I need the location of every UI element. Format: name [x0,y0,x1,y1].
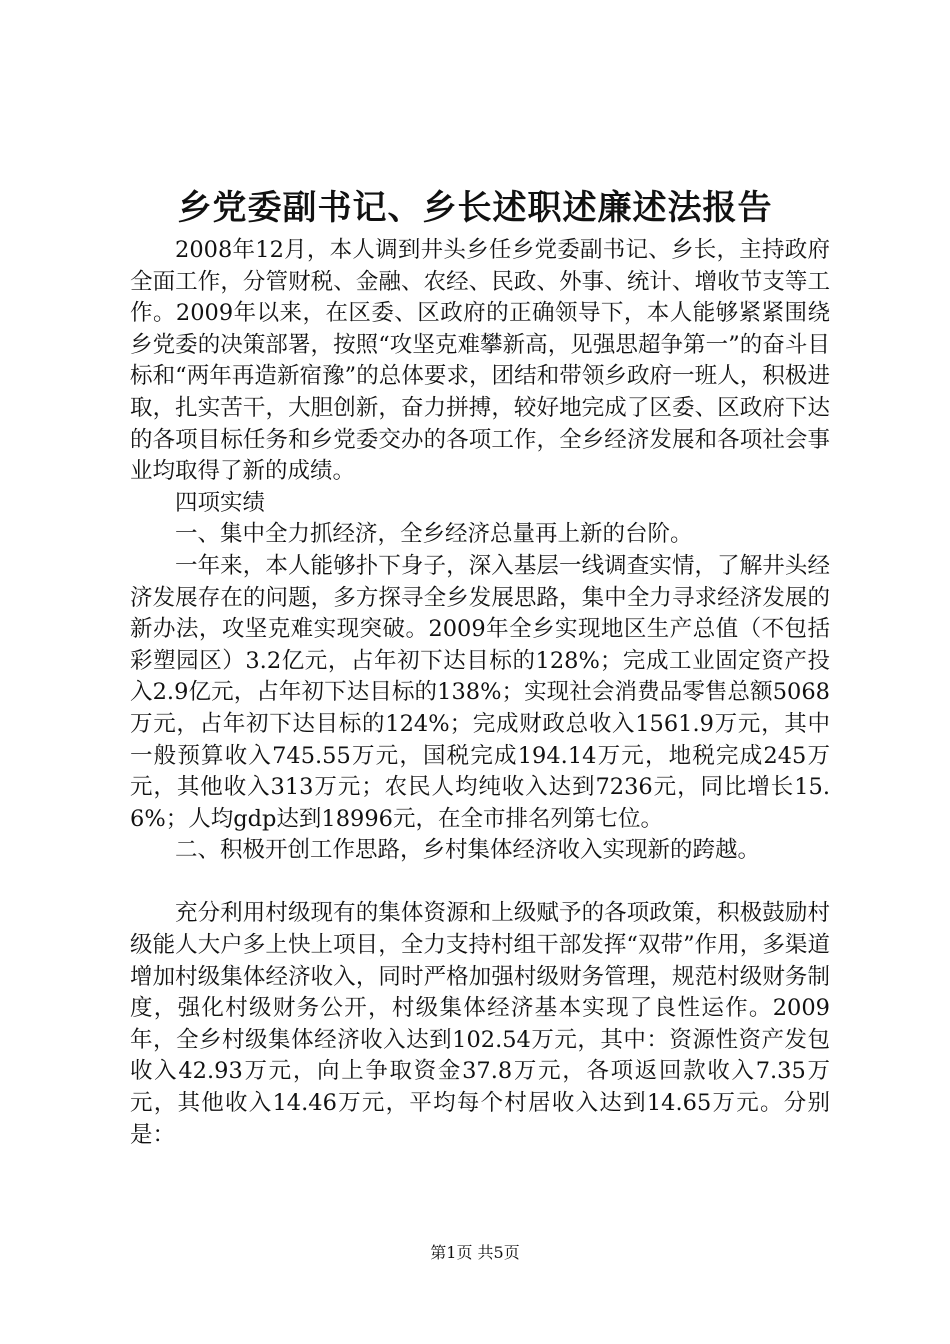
paragraph-economy: 一年来，本人能够扑下身子，深入基层一线调查实情，了解井头经济发展存在的问题，多方探寻全乡发展思路，集中全力寻求经济发展的新办法，攻坚克难实现突破。2009年全乡实现地区生产总值（不包括彩塑园区）3.2亿元，占年初下达目标的128%；完成工业固定资产投入2.9亿元，占年初下达目标的138%；实现社会消费品零售总额5068万元，占年初下达目标的124%；完成财政总收入1561.9万元，其中一般预算收入745.55万元，国税完成194.14万元，地税完成245万元，其他收入313万元；农民人均纯收入达到7236元，同比增长15.6%；人均gdp达到18996元，在全市排名列第七位。 [130,552,830,832]
document-body [130,235,830,1151]
section-heading-achievements: 四项实绩 [175,489,266,516]
section-heading-collective-income: 二、积极开创工作思路，乡村集体经济收入实现新的跨越。 [175,837,761,864]
section-heading-economy: 一、集中全力抓经济，全乡经济总量再上新的台阶。 [175,521,693,548]
page-footer: 第1页 共5页 [430,1243,520,1262]
document-title: 乡党委副书记、乡长述职述廉述法报告 [177,188,773,228]
paragraph-intro: 2008年12月，本人调到井头乡任乡党委副书记、乡长，主持政府全面工作，分管财税、金融、农经、民政、外事、统计、增收节支等工作。2009年以来，在区委、区政府的正确领导下，本人能够紧紧围绕乡党委的决策部署，按照“攻坚克难攀新高，见强思超争第一”的奋斗目标和“两年再造新宿豫”的总体要求，团结和带领乡政府一班人，积极进取，扎实苦干，大胆创新，奋力拼搏，较好地完成了区委、区政府下达的各项目标任务和乡党委交办的各项工作，全乡经济发展和各项社会事业均取得了新的成绩。 [130,237,830,485]
paragraph-collective-income: 充分利用村级现有的集体资源和上级赋予的各项政策，积极鼓励村级能人大户多上快上项目，全力支持村组干部发挥“双带”作用，多渠道增加村级集体经济收入，同时严格加强村级财务管理，规范村级财务制度，强化村级财务公开，村级集体经济基本实现了良性运作。2009年，全乡村级集体经济收入达到102.54万元，其中：资源性资产发包收入42.93万元，向上争取资金37.8万元，各项返回款收入7.35万元，其他收入14.46万元，平均每个村居收入达到14.65万元。分别是： [130,900,830,1148]
